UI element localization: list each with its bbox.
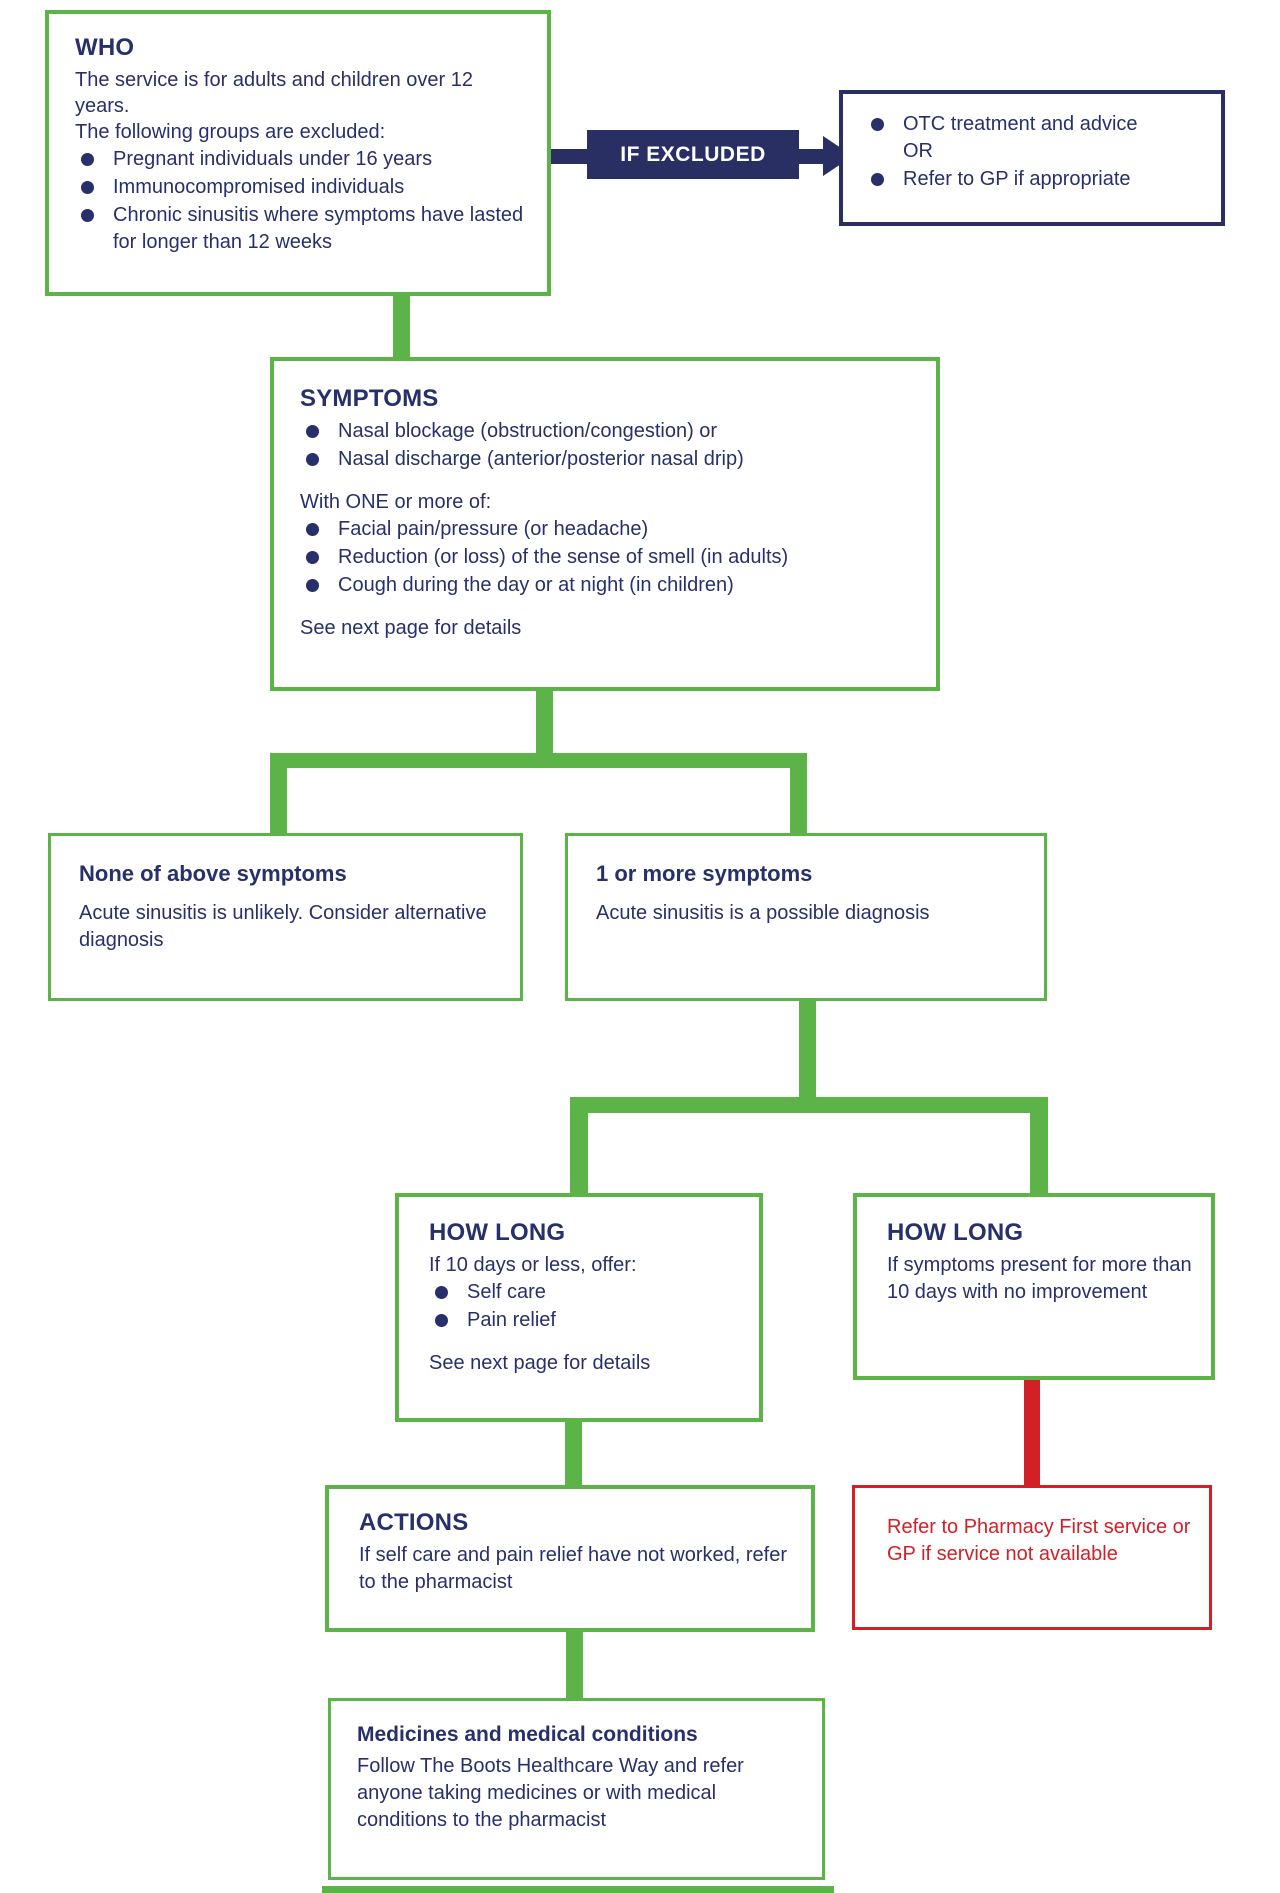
symptoms-with-bullet-1: Facial pain/pressure (or headache) <box>300 516 918 543</box>
actions-box <box>325 1485 815 1632</box>
if-excluded-label: IF EXCLUDED <box>620 142 766 166</box>
howlong-to-actions-arrow-stem <box>565 1422 582 1486</box>
symptoms-branch-stem <box>536 690 553 754</box>
bullet-dot-icon <box>81 209 94 222</box>
how-long-left-footer: See next page for details <box>429 1352 651 1374</box>
if-excluded-banner <box>587 130 799 179</box>
symptoms-with-line: With ONE or more of: <box>300 491 492 513</box>
bullet-dot-icon <box>81 153 94 166</box>
who-bullet-1: Pregnant individuals under 16 years <box>75 146 529 173</box>
symptoms-title: SYMPTOMS <box>300 385 439 412</box>
one-or-more-body: Acute sinusitis is a possible diagnosis <box>596 902 930 924</box>
symptoms-branch-bar <box>270 753 807 768</box>
medicines-and-conditions-box <box>328 1698 825 1880</box>
next-box-top-edge <box>322 1886 834 1893</box>
who-bullet-3: Chronic sinusitis where symptoms have lasted for longer than 12 weeks <box>75 202 529 256</box>
actions-body: If self care and pain relief have not worked, refer to the pharmacist <box>359 1544 788 1593</box>
how-long-left-intro: If 10 days or less, offer: <box>429 1254 637 1276</box>
how-long-right-body: If symptoms present for more than 10 days with no improvement <box>887 1254 1192 1303</box>
none-symptoms-title: None of above symptoms <box>79 861 347 886</box>
bullet-dot-icon <box>306 425 319 438</box>
refer-pharmacy-first-box <box>852 1485 1212 1630</box>
branch-to-none-stem <box>270 767 287 834</box>
branch-to-one-or-more-stem <box>790 767 807 834</box>
who-box <box>45 10 551 296</box>
who-bullet-2: Immunocompromised individuals <box>75 174 529 201</box>
how-long-more-than-10-days-box <box>853 1193 1215 1380</box>
bullet-dot-icon <box>306 579 319 592</box>
bullet-dot-icon <box>871 173 884 186</box>
otc-bullet-2: Refer to GP if appropriate <box>865 166 1209 193</box>
refer-body: Refer to Pharmacy First service or GP if service not available <box>887 1516 1191 1565</box>
otc-referral-box <box>839 90 1225 226</box>
symptoms-box <box>270 357 940 691</box>
symptoms-bullet-1: Nasal blockage (obstruction/congestion) or <box>300 418 918 445</box>
who-title: WHO <box>75 34 135 61</box>
bullet-dot-icon <box>81 181 94 194</box>
symptoms-with-bullet-3: Cough during the day or at night (in children) <box>300 572 918 599</box>
symptoms-footer-note: See next page for details <box>300 617 522 639</box>
who-excluded-line: The following groups are excluded: <box>75 121 386 143</box>
bullet-dot-icon <box>306 551 319 564</box>
bullet-dot-icon <box>306 453 319 466</box>
bullet-dot-icon <box>435 1314 448 1327</box>
symptoms-bullet-2: Nasal discharge (anterior/posterior nasal drip) <box>300 446 918 473</box>
one-or-more-title: 1 or more symptoms <box>596 861 813 886</box>
medicines-body: Follow The Boots Healthcare Way and refer anyone taking medicines or with medical conditions to the pharmacist <box>357 1755 744 1831</box>
how-long-right-title: HOW LONG <box>887 1219 1024 1246</box>
bullet-dot-icon <box>871 118 884 131</box>
howlong-to-refer-arrow-stem <box>1024 1380 1040 1486</box>
how-long-left-title: HOW LONG <box>429 1219 566 1246</box>
otc-bullet-1: OTC treatment and advice <box>865 111 1209 138</box>
symptoms-with-bullet-2: Reduction (or loss) of the sense of smell (in adults) <box>300 544 918 571</box>
bullet-dot-icon <box>435 1286 448 1299</box>
none-symptoms-body: Acute sinusitis is unlikely. Consider alternative diagnosis <box>79 902 487 951</box>
diagnosis-branch-bar <box>570 1097 1048 1113</box>
none-symptoms-box <box>48 833 523 1001</box>
actions-title: ACTIONS <box>359 1509 469 1536</box>
medicines-title: Medicines and medical conditions <box>357 1723 698 1746</box>
branch-to-howlong-left-stem <box>570 1112 588 1194</box>
otc-or-line: OR <box>903 140 933 162</box>
actions-to-medicines-arrow-stem <box>566 1632 583 1699</box>
branch-to-howlong-right-stem <box>1030 1112 1048 1194</box>
one-or-more-symptoms-box <box>565 833 1047 1001</box>
who-to-symptoms-arrow-stem <box>393 294 410 360</box>
how-long-bullet-1: Self care <box>429 1279 745 1306</box>
how-long-10-days-or-less-box <box>395 1193 763 1422</box>
who-service-line: The service is for adults and children over 12 years. <box>75 69 473 117</box>
bullet-dot-icon <box>306 523 319 536</box>
how-long-bullet-2: Pain relief <box>429 1307 745 1334</box>
diagnosis-branch-stem <box>799 1000 816 1098</box>
